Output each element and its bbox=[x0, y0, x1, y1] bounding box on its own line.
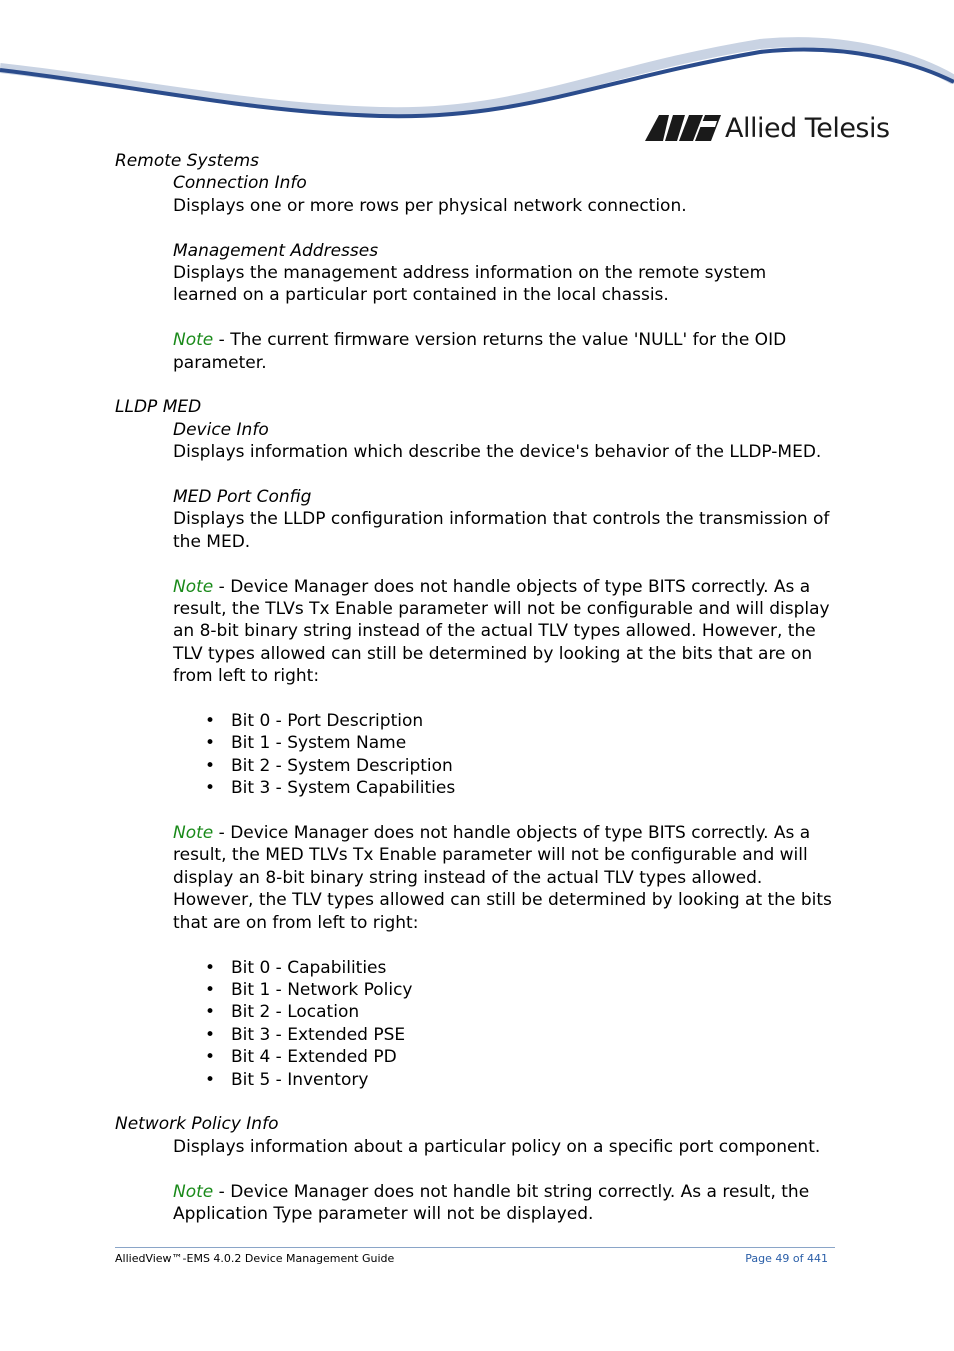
list-item: • Bit 3 - Extended PSE bbox=[231, 1024, 835, 1046]
note-paragraph bbox=[173, 329, 835, 374]
note-label: Note bbox=[173, 576, 214, 597]
subsection-title: MED Port Config bbox=[173, 487, 312, 508]
list-item: • Bit 2 - System Description bbox=[231, 755, 835, 777]
section-title-remote-systems: Remote Systems bbox=[115, 151, 260, 171]
list-item: • Bit 0 - Capabilities bbox=[231, 957, 835, 979]
note-text: - The current firmware version returns the value 'NULL' for the OID parameter. bbox=[173, 330, 787, 373]
note-text: - Device Manager does not handle objects of type BITS correctly. As a result, the TLVs Tx Enable parameter will not be configurable and will display an 8-bit binary string instead of the actual TLV types allowed. However, the TLV types allowed can still be determined by looking at the bits that are on from left to right: bbox=[173, 576, 830, 687]
note-text: - Device Manager does not handle bit string correctly. As a result, the Application Type parameter will not be displayed. bbox=[173, 1181, 810, 1224]
list-item: • Bit 4 - Extended PD bbox=[231, 1046, 835, 1068]
paragraph: Displays the LLDP configuration information that controls the transmission of the MED. bbox=[173, 509, 830, 552]
footer-page-number: Page 49 of 441 bbox=[745, 1252, 828, 1265]
list-item: • Bit 0 - Port Description bbox=[231, 710, 835, 732]
list-item: • Bit 3 - System Capabilities bbox=[231, 777, 835, 799]
paragraph: Displays information which describe the device's behavior of the LLDP-MED. bbox=[173, 442, 822, 463]
footer-divider bbox=[115, 1247, 835, 1248]
subsection-title: Device Info bbox=[173, 419, 269, 440]
note-text: - Device Manager does not handle objects of type BITS correctly. As a result, the MED TLVs Tx Enable parameter will not be configurable and will display an 8-bit binary string instead of the actual TLV types allowed. However, the TLV types allowed can still be determined by looking at the bits that are on from left to right: bbox=[173, 823, 832, 933]
list-item: • Bit 2 - Location bbox=[231, 1001, 835, 1023]
document-body bbox=[115, 150, 835, 1225]
note-paragraph bbox=[173, 576, 835, 688]
section-title-lldp-med: LLDP MED bbox=[115, 397, 202, 418]
bit-list bbox=[173, 957, 835, 1091]
subsection-title: Connection Info bbox=[173, 173, 307, 194]
logo-mark-icon bbox=[645, 115, 721, 141]
subsection-title: Management Addresses bbox=[173, 240, 379, 261]
note-label: Note bbox=[173, 1181, 214, 1202]
footer-doc-title: AlliedView™-EMS 4.0.2 Device Management Guide bbox=[115, 1252, 395, 1265]
logo-text: Allied Telesis bbox=[725, 112, 890, 144]
list-item: • Bit 1 - Network Policy bbox=[231, 979, 835, 1001]
list-item: • Bit 5 - Inventory bbox=[231, 1069, 835, 1091]
list-item: • Bit 1 - System Name bbox=[231, 732, 835, 754]
paragraph: Displays information about a particular policy on a specific port component. bbox=[173, 1136, 821, 1157]
note-label: Note bbox=[173, 823, 214, 844]
section-title-network-policy: Network Policy Info bbox=[115, 1114, 279, 1135]
note-paragraph bbox=[173, 822, 835, 934]
bit-list bbox=[173, 710, 835, 800]
note-label: Note bbox=[173, 330, 214, 351]
note-paragraph bbox=[173, 1181, 835, 1226]
paragraph: Displays one or more rows per physical network connection. bbox=[173, 195, 687, 216]
allied-telesis-logo bbox=[645, 110, 905, 146]
paragraph: Displays the management address information on the remote system learned on a particular port contained in the local chassis. bbox=[173, 263, 767, 306]
